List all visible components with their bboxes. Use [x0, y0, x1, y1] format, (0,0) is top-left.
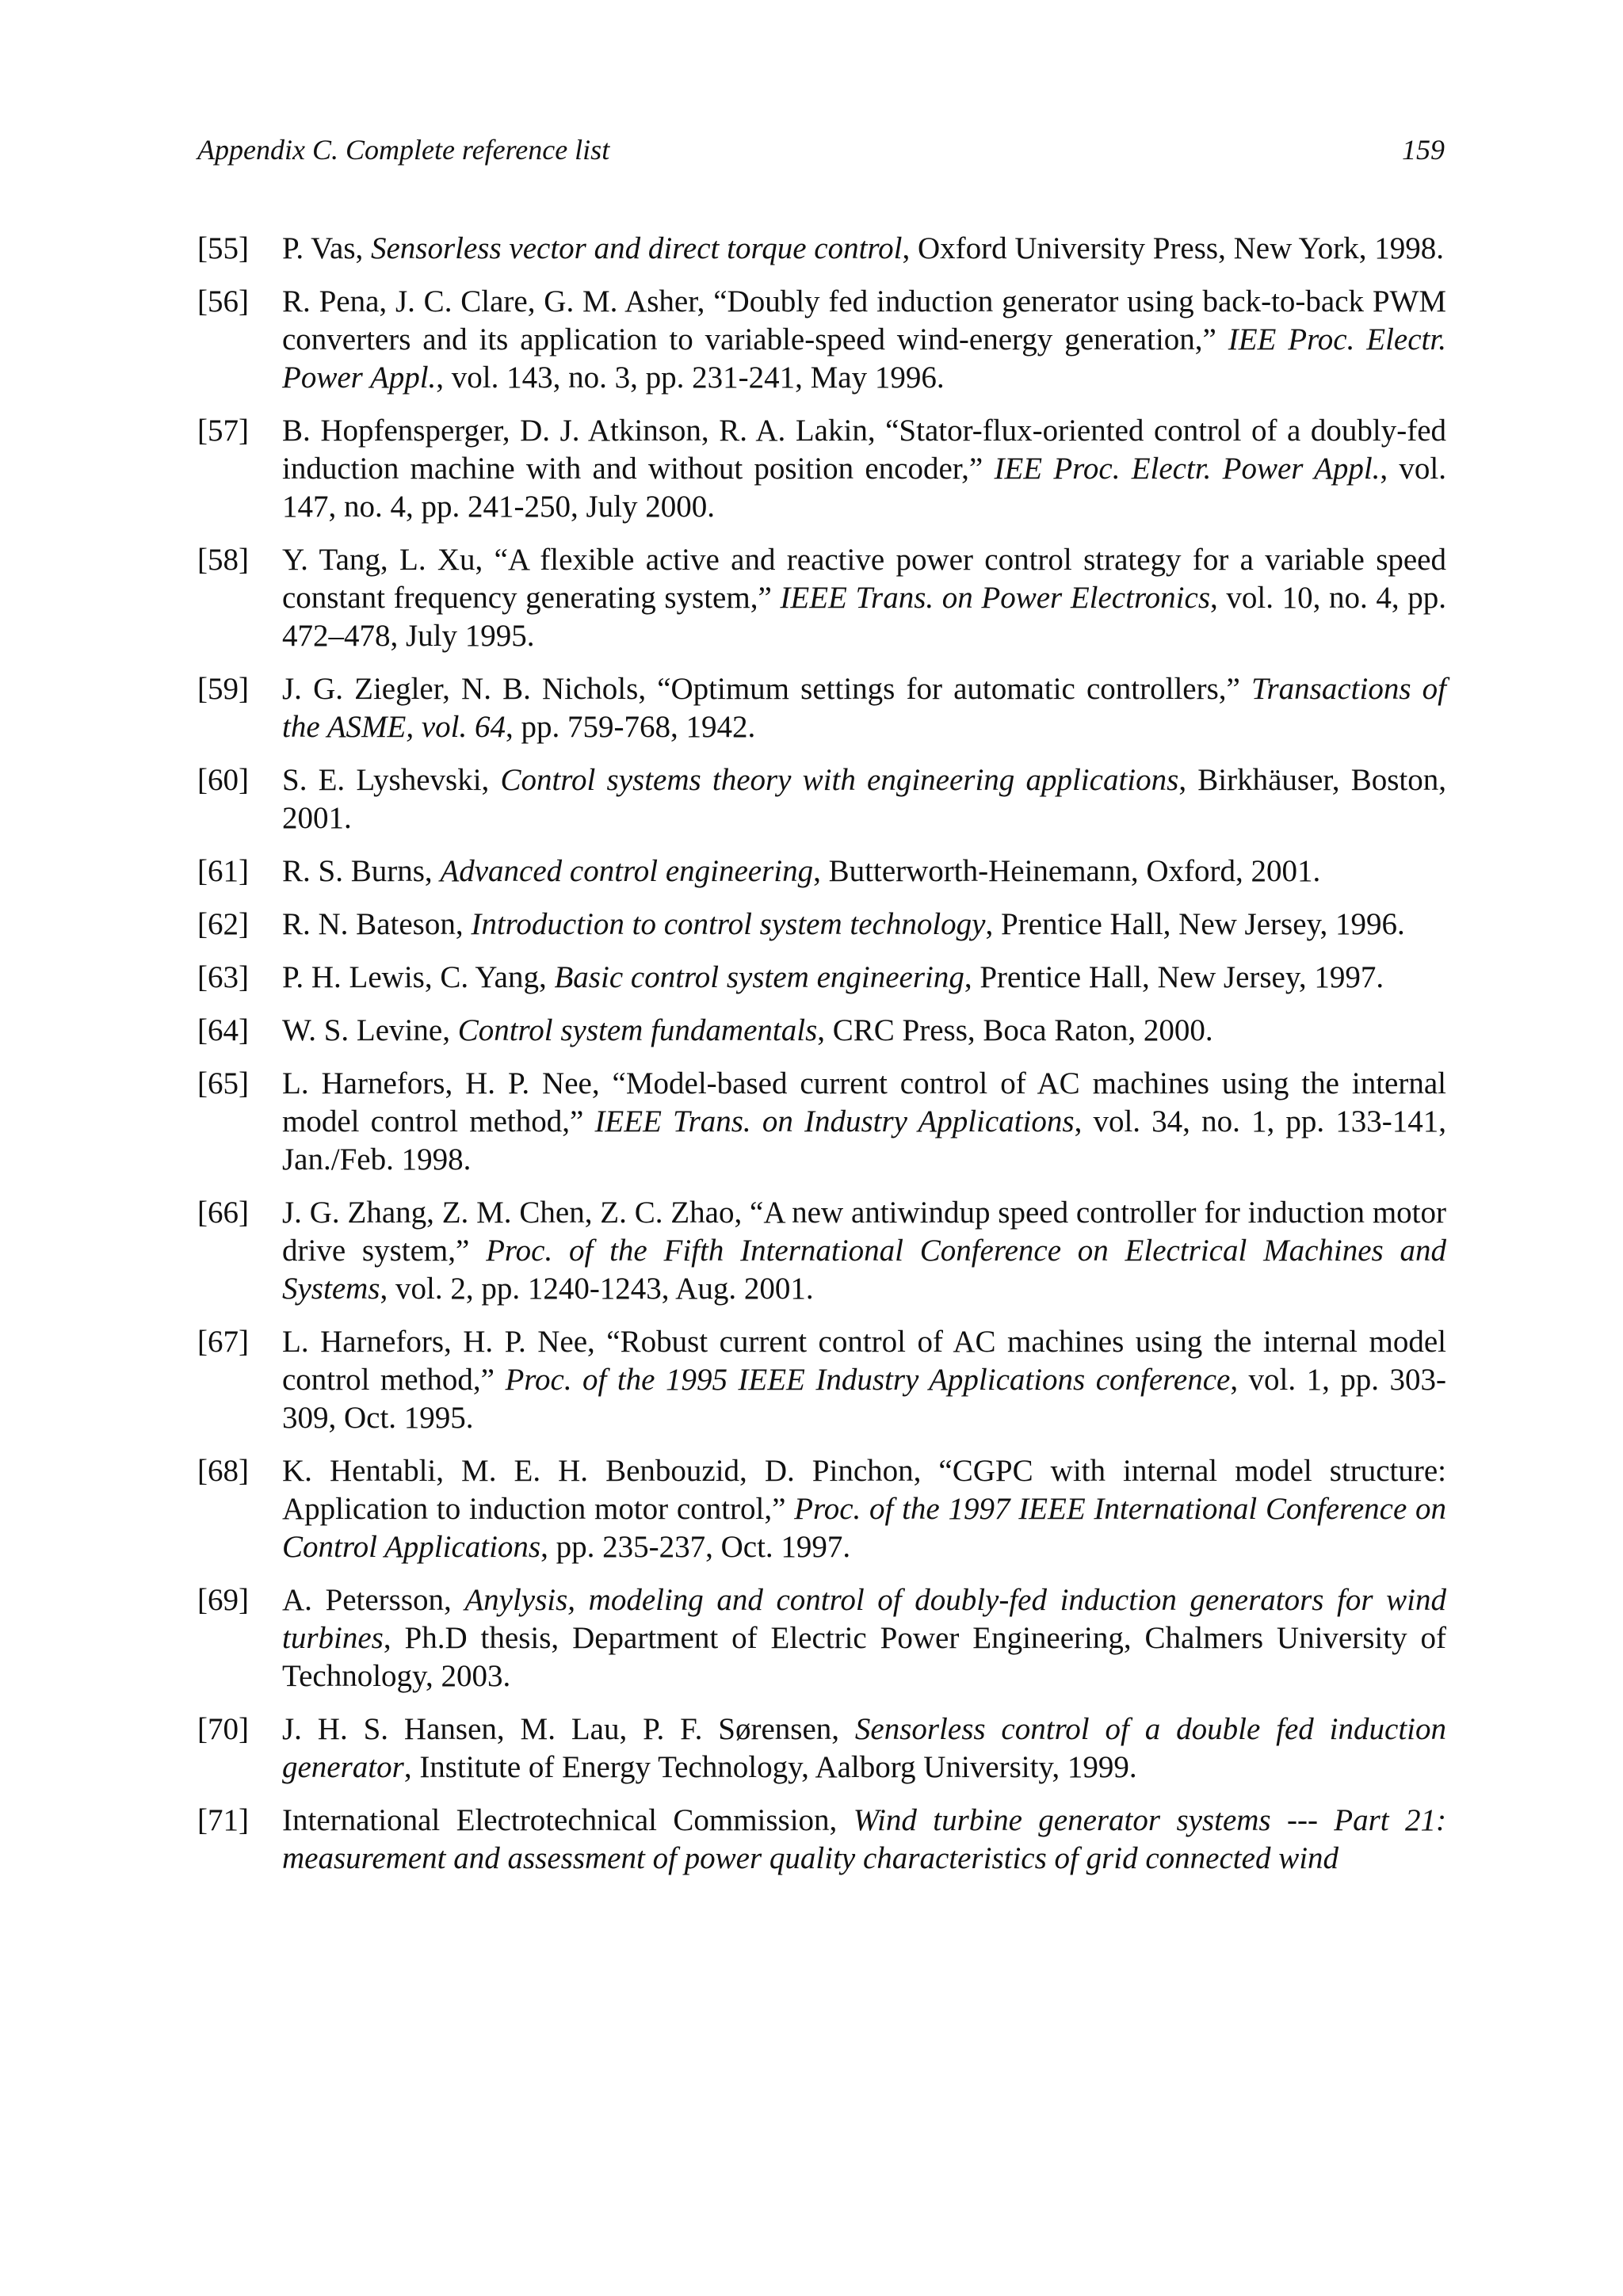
reference-text [282, 852, 1446, 891]
reference-number: [55] [197, 231, 249, 265]
reference-text-segment: , vol. 2, pp. 1240-1243, Aug. 2001. [380, 1272, 814, 1306]
reference-title-italic: Proc. of the Fifth International Conference on Electrical Machines and Systems [282, 1234, 1446, 1306]
reference-text-segment: International Electrotechnical Commission, [282, 1803, 854, 1837]
reference-title-italic: Wind turbine generator systems --- Part 21: measurement and assessment of power quality characteristics of grid connected wind [282, 1803, 1447, 1875]
reference-text-segment: , vol. 143, no. 3, pp. 231-241, May 1996. [436, 360, 945, 395]
reference-title-italic: Transactions of the ASME, vol. 64 [282, 672, 1446, 744]
reference-item [197, 670, 1446, 746]
reference-number: [64] [197, 1013, 249, 1047]
reference-text [282, 1711, 1446, 1787]
reference-title-italic: IEEE Trans. on Power Electronics [780, 581, 1211, 615]
reference-text-segment: , Butterworth-Heinemann, Oxford, 2001. [813, 854, 1321, 888]
reference-item [197, 1802, 1446, 1878]
reference-item [197, 1711, 1446, 1787]
reference-text-segment: W. S. Levine, [282, 1013, 458, 1047]
reference-text-segment: S. E. Lyshevski, [282, 763, 501, 797]
reference-text [282, 412, 1446, 526]
reference-item [197, 1194, 1446, 1308]
reference-text-segment: , CRC Press, Boca Raton, 2000. [817, 1013, 1213, 1047]
reference-item [197, 283, 1446, 397]
reference-text-segment: J. G. Zhang, Z. M. Chen, Z. C. Zhao, “A new antiwindup speed controller for induction motor drive system,” [282, 1196, 1446, 1268]
reference-text [282, 959, 1446, 997]
reference-item [197, 761, 1446, 837]
reference-text [282, 1323, 1446, 1437]
reference-item [197, 412, 1446, 526]
reference-item [197, 1581, 1446, 1695]
reference-text-segment: J. H. S. Hansen, M. Lau, P. F. Sørensen, [282, 1712, 855, 1746]
reference-text-segment: K. Hentabli, M. E. H. Benbouzid, D. Pinchon, “CGPC with internal model structure: Application to induction motor control,” [282, 1454, 1446, 1526]
reference-text-segment: , Ph.D thesis, Department of Electric Power Engineering, Chalmers University of Technology, 2003. [282, 1621, 1446, 1693]
reference-item [197, 230, 1446, 268]
reference-item [197, 1323, 1446, 1437]
reference-title-italic: Proc. of the 1997 IEEE International Conference on Control Applications [282, 1492, 1446, 1564]
reference-number: [60] [197, 763, 249, 797]
reference-title-italic: Anylysis, modeling and control of doubly-fed induction generators for wind turbines [282, 1583, 1447, 1655]
reference-text-segment: L. Harnefors, H. P. Nee, “Robust current control of AC machines using the internal model control method,” [282, 1325, 1446, 1397]
reference-number: [67] [197, 1325, 249, 1359]
reference-item [197, 541, 1446, 655]
reference-text-segment: , Prentice Hall, New Jersey, 1996. [985, 907, 1405, 941]
reference-text-segment: , vol. 10, no. 4, pp. 472–478, July 1995. [282, 581, 1447, 653]
reference-number: [68] [197, 1454, 249, 1488]
reference-title-italic: Control system fundamentals [457, 1013, 818, 1047]
reference-title-italic: Advanced control engineering [440, 854, 814, 888]
reference-number: [62] [197, 907, 249, 941]
reference-text-segment: P. H. Lewis, C. Yang, [282, 960, 555, 994]
reference-text-segment: , vol. 147, no. 4, pp. 241-250, July 2000. [282, 452, 1446, 524]
reference-text-segment: , Oxford University Press, New York, 1998. [902, 231, 1445, 265]
reference-text-segment: , vol. 1, pp. 303-309, Oct. 1995. [282, 1363, 1446, 1435]
reference-text-segment: R. Pena, J. C. Clare, G. M. Asher, “Doubly fed induction generator using back-to-back PWM converters and its application to variable-speed wind-energy generation,” [282, 284, 1446, 357]
reference-text [282, 761, 1446, 837]
reference-title-italic: IEE Proc. Electr. Power Appl. [282, 322, 1446, 395]
reference-text [282, 670, 1446, 746]
reference-text-segment: R. S. Burns, [282, 854, 441, 888]
reference-number: [56] [197, 284, 249, 318]
reference-text [282, 1581, 1446, 1695]
reference-item [197, 1012, 1446, 1050]
reference-text-segment: , Prentice Hall, New Jersey, 1997. [964, 960, 1384, 994]
reference-text-segment: A. Petersson, [282, 1583, 465, 1617]
reference-text-segment: , vol. 34, no. 1, pp. 133-141, Jan./Feb. 1998. [282, 1104, 1447, 1177]
reference-text [282, 1452, 1446, 1566]
reference-text-segment: R. N. Bateson, [282, 907, 472, 941]
reference-number: [63] [197, 960, 249, 994]
reference-number: [58] [197, 543, 249, 577]
reference-text-segment: Y. Tang, L. Xu, “A flexible active and reactive power control strategy for a variable speed constant frequency generating system,” [282, 543, 1446, 615]
reference-title-italic: IEE Proc. Electr. Power Appl. [994, 452, 1381, 486]
reference-text [282, 541, 1446, 655]
reference-number: [71] [197, 1803, 249, 1837]
reference-title-italic: Sensorless control of a double fed induction generator [282, 1712, 1446, 1784]
reference-item [197, 1065, 1446, 1179]
reference-text [282, 283, 1446, 397]
reference-number: [59] [197, 672, 249, 706]
reference-item [197, 852, 1446, 891]
reference-text [282, 1802, 1446, 1878]
reference-number: [57] [197, 414, 249, 448]
reference-text-segment: L. Harnefors, H. P. Nee, “Model-based current control of AC machines using the internal model control method,” [282, 1066, 1446, 1138]
reference-text-segment: , pp. 235-237, Oct. 1997. [540, 1530, 851, 1564]
reference-number: [70] [197, 1712, 249, 1746]
reference-item [197, 959, 1446, 997]
reference-list [197, 230, 1446, 1893]
reference-text [282, 906, 1446, 944]
reference-text [282, 1065, 1446, 1179]
page-header [197, 133, 1445, 173]
running-title: Appendix C. Complete reference list [197, 134, 610, 166]
reference-number: [65] [197, 1066, 249, 1100]
reference-number: [66] [197, 1196, 249, 1230]
reference-text-segment: , pp. 759-768, 1942. [505, 710, 756, 744]
page-number: 159 [1402, 134, 1445, 166]
reference-text-segment: P. Vas, [282, 231, 371, 265]
reference-title-italic: Sensorless vector and direct torque control [371, 231, 903, 265]
reference-item [197, 906, 1446, 944]
reference-title-italic: IEEE Trans. on Industry Applications [594, 1104, 1075, 1138]
reference-text [282, 230, 1446, 268]
reference-item [197, 1452, 1446, 1566]
reference-text-segment: J. G. Ziegler, N. B. Nichols, “Optimum settings for automatic controllers,” [282, 672, 1251, 706]
reference-text-segment: , Institute of Energy Technology, Aalborg University, 1999. [403, 1750, 1137, 1784]
reference-title-italic: Introduction to control system technology [471, 907, 986, 941]
reference-title-italic: Proc. of the 1995 IEEE Industry Applications conference [505, 1363, 1231, 1397]
reference-text-segment: , Birkhäuser, Boston, 2001. [282, 763, 1446, 835]
reference-text [282, 1012, 1446, 1050]
reference-text-segment: B. Hopfensperger, D. J. Atkinson, R. A. Lakin, “Stator-flux-oriented control of a doubly-fed induction machine with and without position encoder,” [282, 414, 1446, 486]
reference-title-italic: Basic control system engineering [554, 960, 964, 994]
reference-number: [61] [197, 854, 249, 888]
reference-title-italic: Control systems theory with engineering applications [500, 763, 1179, 797]
reference-number: [69] [197, 1583, 249, 1617]
reference-text [282, 1194, 1446, 1308]
